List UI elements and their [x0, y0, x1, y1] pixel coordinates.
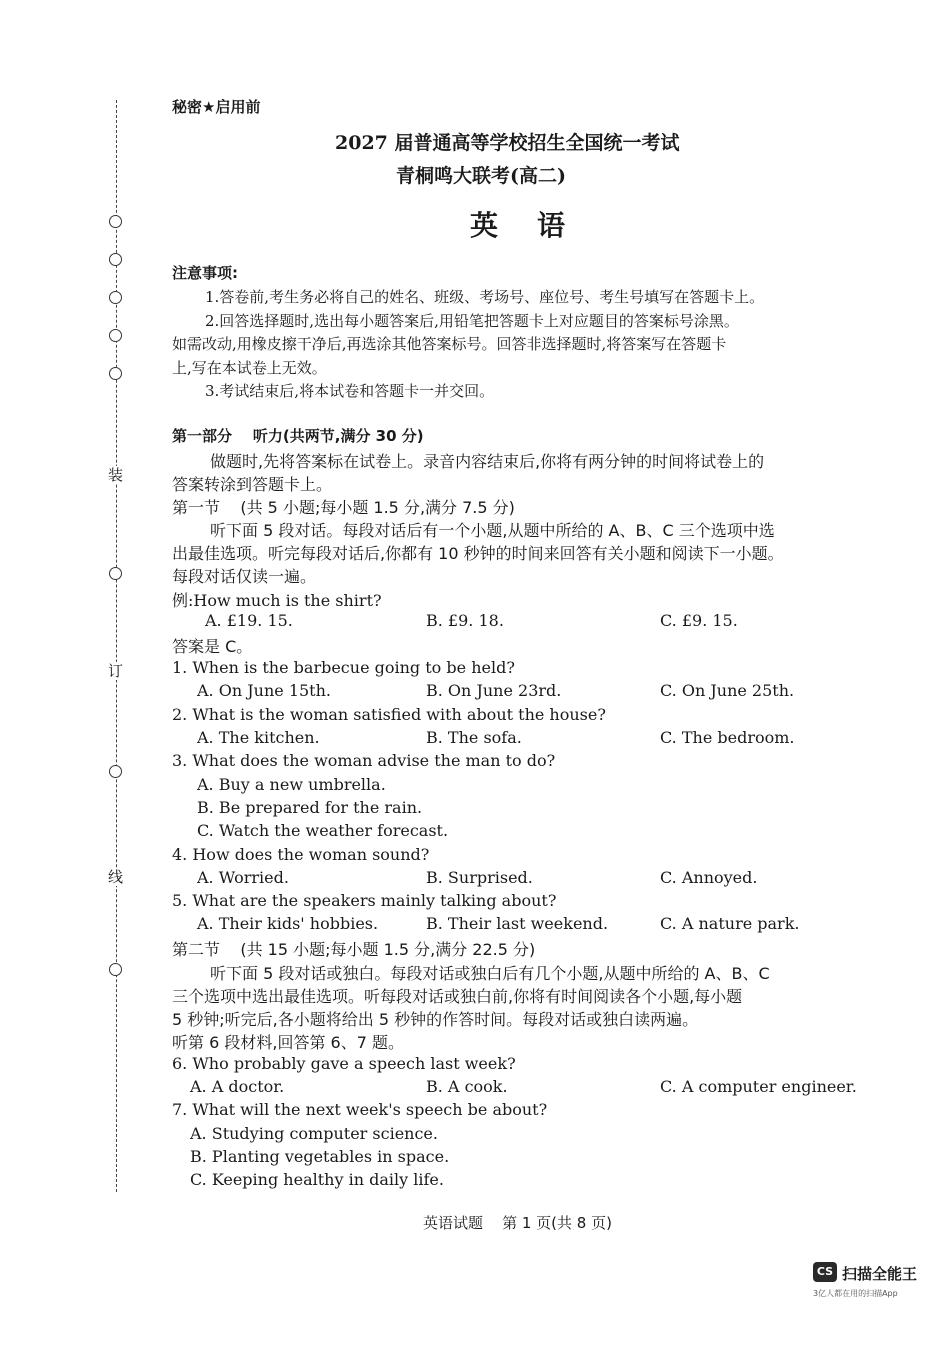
camscanner-logo-icon: CS — [813, 1262, 837, 1282]
q3-option-c: C. Watch the weather forecast. — [197, 821, 449, 840]
part1-intro: 做题时,先将答案标在试卷上。录音内容结束后,你将有两分钟的时间将试卷上的 — [210, 452, 765, 471]
q2-option-a: A. The kitchen. — [197, 728, 320, 747]
secret-label: 秘密★启用前 — [172, 98, 261, 116]
page-footer: 英语试题 第 1 页(共 8 页) — [423, 1214, 612, 1232]
question-1: 1. When is the barbecue going to be held? — [172, 658, 515, 677]
q7-option-b: B. Planting vegetables in space. — [190, 1147, 450, 1166]
section1-intro-cont: 每段对话仅读一遍。 — [172, 567, 317, 586]
binding-hole — [109, 963, 122, 976]
example-question: 例:How much is the shirt? — [172, 591, 382, 610]
section2-intro: 听下面 5 段对话或独白。每段对话或独白后有几个小题,从题中所给的 A、B、C — [210, 964, 770, 983]
subject-title: 英 语 — [470, 209, 565, 242]
margin-label-xian: 线 — [108, 868, 124, 886]
part1-heading: 第一部分 听力(共两节,满分 30 分) — [172, 427, 424, 445]
margin-label-ding: 订 — [108, 662, 124, 680]
q7-option-c: C. Keeping healthy in daily life. — [190, 1170, 444, 1189]
part1-intro-cont: 答案转涂到答题卡上。 — [172, 475, 333, 494]
q4-option-c: C. Annoyed. — [660, 868, 758, 887]
section2-intro-cont: 5 秒钟;听完后,各小题将给出 5 秒钟的作答时间。每段对话或独白读两遍。 — [172, 1010, 699, 1029]
app-name: 扫描全能王 — [842, 1265, 918, 1283]
q5-option-c: C. A nature park. — [660, 914, 800, 933]
binding-hole — [109, 291, 122, 304]
section1-intro-cont: 出最佳选项。听完每段对话后,你都有 10 秒钟的时间来回答有关小题和阅读下一小题。 — [172, 544, 784, 563]
binding-hole — [109, 253, 122, 266]
note-2-cont: 上,写在本试卷上无效。 — [172, 359, 327, 377]
example-option-a: A. £19. 15. — [205, 611, 293, 630]
binding-hole — [109, 567, 122, 580]
q5-option-a: A. Their kids' hobbies. — [197, 914, 379, 933]
q2-option-c: C. The bedroom. — [660, 728, 795, 747]
question-5: 5. What are the speakers mainly talking about? — [172, 891, 557, 910]
example-option-b: B. £9. 18. — [426, 611, 504, 630]
note-3: 3.考试结束后,将本试卷和答题卡一并交回。 — [205, 382, 495, 400]
q5-option-b: B. Their last weekend. — [426, 914, 609, 933]
section1-heading: 第一节 (共 5 小题;每小题 1.5 分,满分 7.5 分) — [172, 498, 515, 517]
question-6: 6. Who probably gave a speech last week? — [172, 1054, 516, 1073]
app-tagline: 3亿人都在用的扫描App — [813, 1289, 898, 1298]
notes-title: 注意事项: — [172, 264, 238, 282]
q4-option-a: A. Worried. — [197, 868, 289, 887]
exam-title: 2027 届普通高等学校招生全国统一考试 — [335, 132, 680, 154]
q1-option-b: B. On June 23rd. — [426, 681, 562, 700]
section1-intro: 听下面 5 段对话。每段对话后有一个小题,从题中所给的 A、B、C 三个选项中选 — [210, 521, 775, 540]
section2-heading: 第二节 (共 15 小题;每小题 1.5 分,满分 22.5 分) — [172, 940, 536, 959]
q6-option-b: B. A cook. — [426, 1077, 508, 1096]
q6-option-a: A. A doctor. — [190, 1077, 285, 1096]
margin-label-zhuang: 装 — [108, 466, 124, 484]
note-2: 2.回答选择题时,选出每小题答案后,用铅笔把答题卡上对应题目的答案标号涂黑。 — [205, 312, 739, 330]
note-2-cont: 如需改动,用橡皮擦干净后,再选涂其他答案标号。回答非选择题时,将答案写在答题卡 — [172, 335, 727, 353]
example-option-c: C. £9. 15. — [660, 611, 738, 630]
example-answer: 答案是 C。 — [172, 637, 253, 656]
q1-option-a: A. On June 15th. — [197, 681, 331, 700]
question-7: 7. What will the next week's speech be about? — [172, 1100, 548, 1119]
binding-hole — [109, 765, 122, 778]
question-4: 4. How does the woman sound? — [172, 845, 430, 864]
q4-option-b: B. Surprised. — [426, 868, 533, 887]
question-3: 3. What does the woman advise the man to do? — [172, 751, 556, 770]
exam-subtitle: 青桐鸣大联考(高二) — [396, 165, 566, 187]
section2-intro-cont: 三个选项中选出最佳选项。听每段对话或独白前,你将有时间阅读各个小题,每小题 — [172, 987, 743, 1006]
q6-option-c: C. A computer engineer. — [660, 1077, 857, 1096]
binding-hole — [109, 329, 122, 342]
binding-hole — [109, 215, 122, 228]
binding-hole — [109, 367, 122, 380]
q3-option-b: B. Be prepared for the rain. — [197, 798, 423, 817]
note-1: 1.答卷前,考生务必将自己的姓名、班级、考场号、座位号、考生号填写在答题卡上。 — [205, 288, 765, 306]
q7-option-a: A. Studying computer science. — [190, 1124, 438, 1143]
q2-option-b: B. The sofa. — [426, 728, 522, 747]
q1-option-c: C. On June 25th. — [660, 681, 795, 700]
q3-option-a: A. Buy a new umbrella. — [197, 775, 386, 794]
material-6-label: 听第 6 段材料,回答第 6、7 题。 — [172, 1033, 404, 1052]
question-2: 2. What is the woman satisfied with about the house? — [172, 705, 606, 724]
